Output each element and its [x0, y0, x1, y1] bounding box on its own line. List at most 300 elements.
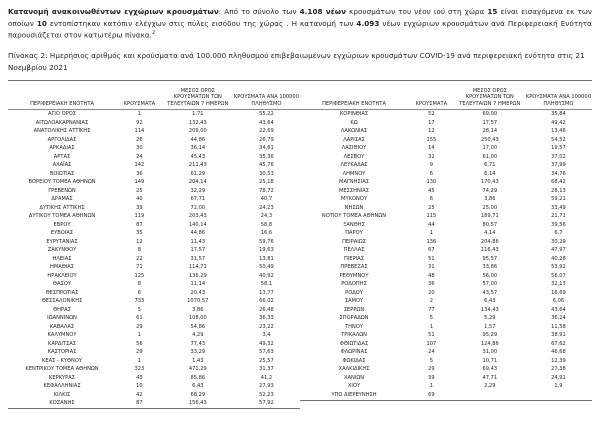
region-per-100000: 59,21	[551, 196, 566, 203]
region-cases: 114	[134, 128, 145, 135]
region-weekly-average: 136,29	[188, 272, 207, 279]
region-per-100000: 3,4	[262, 332, 271, 339]
region-cases: 5	[429, 357, 434, 364]
header-weekly-average-line2: ΚΡΟΥΣΜΑΤΩΝ ΤΩΝ	[465, 94, 514, 101]
region-weekly-average: 25,00	[482, 204, 498, 211]
region-per-100000: 50,49	[259, 264, 274, 271]
region-cases: 24	[428, 349, 435, 356]
header-region: ΠΕΡΙΦΕΡΕΙΑΚΗ ΕΝΟΤΗΤΑ	[300, 81, 408, 110]
region-cases: 1	[429, 230, 434, 237]
region-cases: 5	[429, 315, 434, 322]
region-per-100000: 33,49	[551, 204, 566, 211]
region-name: ΜΕΣΣΗΝΙΑΣ	[338, 187, 370, 194]
region-cases: 31	[428, 264, 435, 271]
region-cases: 35	[136, 230, 143, 237]
region-weekly-average: 80,57	[482, 221, 498, 228]
table-row	[300, 322, 592, 331]
region-name: ΡΟΔΟΠΗΣ	[341, 281, 367, 288]
region-per-100000	[525, 390, 592, 399]
header-cases: ΚΡΟΥΣΜΑΤΑ	[408, 81, 455, 110]
table-row	[8, 382, 300, 391]
region-name: ΤΗΝΟΥ	[345, 323, 363, 330]
region-name: ΘΕΣΣΑΛΟΝΙΚΗΣ	[41, 298, 83, 305]
table-right-head	[300, 81, 592, 110]
region-cases: 39	[136, 204, 143, 211]
region-weekly-average: 114,71	[188, 264, 207, 271]
table-row	[8, 178, 300, 187]
region-name: ΡΟΔΟΥ	[345, 289, 363, 296]
region-weekly-average: 1,43	[192, 357, 204, 364]
region-weekly-average: 156,43	[188, 400, 207, 407]
header-weekly-average	[455, 81, 525, 110]
region-cases: 36	[136, 170, 143, 177]
region-cases: 115	[426, 213, 437, 220]
region-cases: 1	[137, 332, 142, 339]
region-cases: 1	[429, 323, 434, 330]
region-weekly-average: 69,43	[482, 366, 498, 373]
region-weekly-average: 1,71	[192, 111, 204, 118]
table-row	[8, 220, 300, 229]
region-cases: 51	[428, 255, 435, 262]
region-name: ΗΛΕΙΑΣ	[52, 255, 72, 262]
region-cases: 323	[134, 366, 145, 373]
table-row	[8, 246, 300, 255]
header-weekly-average-line3: ΤΕΛΕΥΤΑΙΩΝ 7 ΗΜΕΡΩΝ	[459, 100, 521, 107]
table-row	[8, 365, 300, 374]
intro-text-3: είναι εισαγόμενα εκ των οποίων	[8, 7, 592, 28]
region-name: ΑΧΑΪΑΣ	[52, 162, 72, 169]
region-weekly-average: 45,43	[190, 153, 206, 160]
region-cases: 45	[428, 187, 435, 194]
region-cases: 107	[426, 340, 437, 347]
region-name: ΧΙΟΥ	[347, 383, 361, 390]
region-name: ΙΩΑΝΝΙΝΩΝ	[47, 315, 77, 322]
table-row	[300, 127, 592, 136]
region-per-100000: 57,63	[259, 349, 274, 356]
region-cases: 1	[137, 357, 142, 364]
region-weekly-average: 170,43	[480, 179, 499, 186]
table-row	[300, 186, 592, 195]
table-row	[8, 237, 300, 246]
region-name: ΥΠΟ ΔΙΕΡΕΥΝΗΣΗ	[331, 391, 377, 398]
intro-imported-count: 15	[487, 7, 498, 16]
region-per-100000: 49,42	[551, 119, 566, 126]
region-per-100000: 34,76	[551, 170, 566, 177]
region-cases: 20	[428, 289, 435, 296]
table-row	[300, 203, 592, 212]
region-cases: 12	[428, 128, 435, 135]
region-name: ΔΥΤΙΚΗΣ ΑΤΤΙΚΗΣ	[39, 204, 85, 211]
table-row	[8, 127, 300, 136]
table-row	[8, 288, 300, 297]
tables-container	[8, 80, 592, 409]
region-name: ΦΩΚΙΔΑΣ	[342, 357, 366, 364]
region-name: ΓΡΕΒΕΝΩΝ	[48, 187, 76, 194]
region-name: ΑΝΑΤΟΛΙΚΗΣ ΑΤΤΙΚΗΣ	[33, 128, 91, 135]
table-row	[8, 331, 300, 340]
region-name: ΠΡΕΒΕΖΑΣ	[340, 264, 368, 271]
table-row	[300, 305, 592, 314]
region-per-100000: 43,64	[551, 306, 566, 313]
region-cases: 29	[428, 366, 435, 373]
region-name: ΘΑΣΟΥ	[53, 281, 71, 288]
table-row	[300, 135, 592, 144]
table-row	[300, 382, 592, 391]
region-name: ΗΡΑΚΛΕΙΟΥ	[47, 272, 77, 279]
region-weekly-average: 68,29	[190, 391, 206, 398]
region-name: ΦΛΩΡΙΝΑΣ	[340, 349, 368, 356]
region-cases: 14	[428, 145, 435, 152]
region-cases: 119	[134, 213, 145, 220]
region-name: ΚΕΦΑΛΛΗΝΙΑΣ	[43, 383, 81, 390]
region-weekly-average: 43,57	[482, 289, 498, 296]
intro-text-1: : Από το σύνολο των	[218, 7, 300, 16]
region-per-100000: 40,28	[551, 255, 566, 262]
table-row	[8, 297, 300, 306]
region-cases: 67	[428, 247, 435, 254]
region-per-100000: 34,61	[259, 145, 274, 152]
header-row	[300, 81, 592, 110]
region-cases: 8	[137, 281, 142, 288]
region-per-100000: 6,7	[554, 230, 563, 237]
region-cases: 2	[429, 298, 434, 305]
region-weekly-average: 72,00	[190, 204, 206, 211]
intro-domestic-count: 4.093	[356, 18, 380, 28]
table-left-head	[8, 81, 300, 110]
region-per-100000: 26,48	[259, 306, 274, 313]
region-name: ΕΥΡΥΤΑΝΙΑΣ	[46, 238, 78, 245]
region-name: ΑΡΓΟΛΙΔΑΣ	[47, 136, 77, 143]
region-weekly-average: 6,14	[484, 170, 496, 177]
region-per-100000: 24,91	[551, 374, 566, 381]
region-weekly-average: 6,43	[484, 298, 496, 305]
cases-table-right	[300, 80, 592, 399]
table-row	[8, 186, 300, 195]
region-weekly-average: 204,86	[480, 238, 499, 245]
region-name: ΒΟΙΩΤΙΑΣ	[49, 170, 75, 177]
region-cases: 136	[426, 238, 437, 245]
table-row	[300, 348, 592, 357]
intro-paragraph	[8, 6, 592, 41]
region-per-100000: 52,23	[259, 391, 274, 398]
region-name: ΖΑΚΥΝΘΟΥ	[47, 247, 77, 254]
table-row	[8, 195, 300, 204]
table-row	[8, 212, 300, 221]
region-per-100000: 24,23	[259, 204, 274, 211]
region-name: ΑΡΚΑΔΙΑΣ	[49, 145, 75, 152]
region-weekly-average: 95,57	[482, 255, 498, 262]
region-cases: 142	[134, 162, 145, 169]
intro-text-2: κρουσμάτων του νέου ιού στη χώρα	[346, 7, 488, 16]
region-per-100000: 37,02	[551, 153, 566, 160]
table-row	[300, 373, 592, 382]
table-row	[8, 339, 300, 348]
region-per-100000: 24,3	[260, 213, 273, 220]
region-cases: 6	[429, 170, 434, 177]
table-caption: Πίνακας 2: Ημερήσιος αριθμός και κρούσματα ανά 100.000 πληθυσμού επιβεβαιωμένων εγχώριων κρουσμάτων COVID-19 ανά περιφερειακή ενότητα στις 21 Νοεμβρίου 2021	[8, 51, 585, 72]
region-name: ΤΡΙΚΑΛΩΝ	[341, 332, 367, 339]
table-left-bottom-rule	[8, 408, 300, 409]
region-weekly-average: 17,00	[482, 145, 498, 152]
region-name: ΚΕΝΤΡΙΚΟΥ ΤΟΜΕΑ ΑΘΗΝΩΝ	[25, 366, 99, 373]
region-per-100000: 11,58	[551, 323, 566, 330]
region-per-100000: 40,92	[259, 272, 274, 279]
region-cases: 25	[428, 204, 435, 211]
table-row	[300, 246, 592, 255]
table-row	[300, 152, 592, 161]
region-cases: 36	[428, 281, 435, 288]
region-per-100000: 49,32	[259, 340, 274, 347]
region-cases: 30	[136, 145, 143, 152]
region-weekly-average: 31,57	[190, 255, 206, 262]
table-row	[300, 365, 592, 374]
region-name: ΦΘΙΩΤΙΔΑΣ	[339, 340, 369, 347]
table-row	[300, 390, 592, 399]
region-name: ΚΑΒΑΛΑΣ	[49, 323, 75, 330]
table-row	[300, 331, 592, 340]
region-cases: 61	[136, 315, 143, 322]
region-weekly-average: 250,43	[480, 136, 499, 143]
table-row	[8, 263, 300, 272]
region-weekly-average: 204,14	[188, 179, 207, 186]
region-weekly-average: 6,71	[484, 162, 496, 169]
region-name: ΔΡΑΜΑΣ	[51, 196, 73, 203]
region-cases: 1	[137, 111, 142, 118]
region-name: ΠΑΡΟΥ	[345, 230, 363, 237]
region-per-100000: 6,06	[552, 298, 565, 305]
region-weekly-average: 189,71	[480, 213, 499, 220]
region-name: ΣΑΜΟΥ	[344, 298, 364, 305]
region-per-100000: 59,76	[259, 238, 274, 245]
table-row	[8, 399, 300, 408]
region-weekly-average: 77,43	[190, 340, 206, 347]
region-per-100000: 45,76	[259, 162, 274, 169]
region-cases: 52	[428, 111, 435, 118]
region-name: ΔΥΤΙΚΟΥ ΤΟΜΕΑ ΑΘΗΝΩΝ	[28, 213, 96, 220]
region-weekly-average: 57,00	[482, 281, 498, 288]
table-row	[8, 271, 300, 280]
region-per-100000: 30,29	[551, 238, 566, 245]
region-weekly-average: 2,29	[484, 383, 496, 390]
table-row	[8, 169, 300, 178]
table-row	[300, 144, 592, 153]
region-per-100000: 38,91	[551, 332, 566, 339]
table-row	[300, 314, 592, 323]
region-name: ΛΑΡΙΣΑΣ	[343, 136, 365, 143]
region-per-100000: 28,13	[551, 187, 566, 194]
region-weekly-average: 203,43	[188, 213, 207, 220]
region-per-100000: 27,38	[551, 366, 566, 373]
region-per-100000: 25,18	[259, 179, 274, 186]
region-name: ΚΕΡΚΥΡΑΣ	[49, 374, 76, 381]
region-weekly-average: 33,29	[190, 349, 206, 356]
region-weekly-average	[455, 390, 525, 399]
header-weekly-average	[163, 81, 233, 110]
region-per-100000: 53,92	[551, 264, 566, 271]
region-per-100000: 57,92	[259, 400, 274, 407]
table-row	[300, 212, 592, 221]
region-weekly-average: 95,29	[482, 332, 498, 339]
region-per-100000: 47,97	[551, 247, 566, 254]
region-cases: 9	[429, 162, 434, 169]
region-weekly-average: 44,86	[190, 230, 206, 237]
region-name: ΚΩ	[350, 119, 358, 126]
table-row	[8, 144, 300, 153]
table-row	[8, 314, 300, 323]
region-weekly-average: 67,71	[190, 196, 206, 203]
region-weekly-average: 61,00	[482, 153, 498, 160]
region-name: ΜΥΚΟΝΟΥ	[341, 196, 367, 203]
region-weekly-average: 36,14	[190, 145, 206, 152]
region-name: ΚΑΣΤΟΡΙΑΣ	[47, 349, 77, 356]
region-cases: 6	[429, 196, 434, 203]
table-row	[8, 203, 300, 212]
region-cases: 5	[137, 306, 142, 313]
table-row	[300, 178, 592, 187]
region-per-100000: 39,56	[551, 221, 566, 228]
region-name: ΕΥΒΟΙΑΣ	[50, 230, 74, 237]
region-per-100000: 58,8	[260, 221, 273, 228]
table-row	[300, 169, 592, 178]
region-name: ΚΟΡΙΝΘΙΑΣ	[339, 111, 369, 118]
region-name: ΛΑΚΩΝΙΑΣ	[340, 128, 368, 135]
region-cases: 22	[136, 255, 143, 262]
region-cases: 6	[137, 289, 142, 296]
region-per-100000: 46,68	[551, 349, 566, 356]
region-per-100000: 54,52	[551, 136, 566, 143]
table-row	[300, 229, 592, 238]
table-row	[8, 373, 300, 382]
table-left-body	[8, 109, 300, 408]
region-per-100000: 40,7	[260, 196, 273, 203]
region-cases: 17	[428, 119, 435, 126]
table-row	[300, 271, 592, 280]
region-cases: 69	[428, 391, 435, 398]
table-row	[300, 356, 592, 365]
region-weekly-average: 471,29	[188, 366, 207, 373]
region-weekly-average: 47,71	[482, 374, 498, 381]
region-per-100000: 13,81	[259, 255, 274, 262]
header-per-100000-line1: ΚΡΟΥΣΜΑΤΑ ΑΝΑ 100000	[233, 94, 299, 101]
region-per-100000: 26,79	[259, 136, 274, 143]
header-per-100000	[233, 81, 300, 110]
table-row	[8, 229, 300, 238]
region-name: ΛΗΜΝΟΥ	[342, 170, 366, 177]
table-row	[8, 109, 300, 118]
region-per-100000: 31,37	[259, 366, 274, 373]
region-weekly-average: 17,57	[482, 119, 498, 126]
region-name: ΜΑΓΝΗΣΙΑΣ	[339, 179, 369, 186]
region-cases: 25	[136, 187, 143, 194]
region-weekly-average: 10,71	[482, 357, 498, 364]
table-right-wrapper	[300, 80, 592, 400]
region-cases: 130	[426, 179, 437, 186]
table-row	[8, 322, 300, 331]
region-per-100000: 37,99	[551, 162, 566, 169]
region-per-100000: 36,33	[259, 315, 274, 322]
region-weekly-average: 3,86	[484, 196, 496, 203]
region-name: ΞΑΝΘΗΣ	[343, 221, 365, 228]
region-weekly-average: 11,14	[190, 281, 206, 288]
region-per-100000: 19,57	[551, 145, 566, 152]
table-row	[300, 339, 592, 348]
region-name: ΘΕΣΠΡΩΤΙΑΣ	[45, 289, 79, 296]
table-left-wrapper	[8, 80, 300, 409]
region-name: ΠΙΕΡΙΑΣ	[344, 255, 364, 262]
region-weekly-average: 31,00	[482, 349, 498, 356]
region-per-100000: 25,57	[259, 357, 274, 364]
region-weekly-average: 61,29	[190, 170, 206, 177]
table-row	[300, 254, 592, 263]
region-cases: 87	[136, 400, 143, 407]
region-weekly-average: 3,86	[192, 306, 204, 313]
header-weekly-average-line2: ΚΡΟΥΣΜΑΤΩΝ ΤΩΝ	[173, 94, 222, 101]
region-name: ΠΕΙΡΑΙΩΣ	[342, 238, 366, 245]
table-row	[300, 237, 592, 246]
region-name: ΣΕΡΡΩΝ	[343, 306, 365, 313]
region-name: ΒΟΡΕΙΟΥ ΤΟΜΕΑ ΑΘΗΝΩΝ	[28, 179, 96, 186]
region-name: ΡΕΘΥΜΝΟΥ	[339, 272, 369, 279]
region-per-100000: 30,53	[259, 170, 274, 177]
region-per-100000: 67,62	[551, 340, 566, 347]
header-region: ΠΕΡΙΦΕΡΕΙΑΚΗ ΕΝΟΤΗΤΑ	[8, 81, 116, 110]
region-per-100000: 22,69	[259, 128, 274, 135]
region-cases: 8	[137, 247, 142, 254]
region-cases: 10	[136, 383, 143, 390]
region-per-100000: 36,24	[551, 315, 566, 322]
region-weekly-average: 116,43	[480, 247, 499, 254]
table-row	[8, 161, 300, 170]
table-row	[300, 263, 592, 272]
table-row	[300, 118, 592, 127]
region-name: ΚΙΛΚΙΣ	[53, 391, 71, 398]
region-per-100000: 27,93	[259, 383, 274, 390]
region-cases: 29	[136, 323, 143, 330]
region-weekly-average: 209,00	[188, 128, 207, 135]
table-row	[300, 297, 592, 306]
footnote-marker: 2	[151, 30, 156, 37]
region-name: ΚΟΖΑΝΗΣ	[49, 400, 75, 407]
region-name: ΠΕΛΛΑΣ	[343, 247, 365, 254]
region-cases: 87	[136, 221, 143, 228]
region-name: ΧΑΝΙΩΝ	[343, 374, 365, 381]
region-per-100000: 66,02	[259, 298, 274, 305]
region-name: ΚΑΡΔΙΤΣΑΣ	[47, 340, 77, 347]
region-per-100000: 13,46	[551, 128, 566, 135]
region-weekly-average: 211,43	[188, 162, 207, 169]
region-weekly-average: 54,86	[190, 323, 206, 330]
region-name: ΝΟΤΙΟΥ ΤΟΜΕΑ ΑΘΗΝΩΝ	[321, 213, 387, 220]
region-weekly-average: 28,14	[482, 128, 498, 135]
region-weekly-average: 5,29	[484, 315, 496, 322]
region-weekly-average: 33,86	[482, 264, 498, 271]
region-per-100000: 32,13	[551, 281, 566, 288]
region-name: ΕΒΡΟΥ	[53, 221, 71, 228]
region-name: ΛΕΥΚΑΔΑΣ	[340, 162, 368, 169]
region-cases: 149	[134, 179, 145, 186]
header-weekly-average-line1: ΜΕΣΟΣ ΟΡΟΣ	[472, 87, 507, 94]
header-cases: ΚΡΟΥΣΜΑΤΑ	[116, 81, 163, 110]
region-cases: 155	[426, 136, 437, 143]
region-cases: 24	[136, 153, 143, 160]
region-cases: 77	[428, 306, 435, 313]
region-cases: 56	[136, 340, 143, 347]
region-cases: 39	[428, 374, 435, 381]
region-name: ΘΗΡΑΣ	[53, 306, 71, 313]
region-per-100000: 56,07	[551, 272, 566, 279]
table-row	[8, 348, 300, 357]
region-weekly-average: 108,00	[188, 315, 207, 322]
